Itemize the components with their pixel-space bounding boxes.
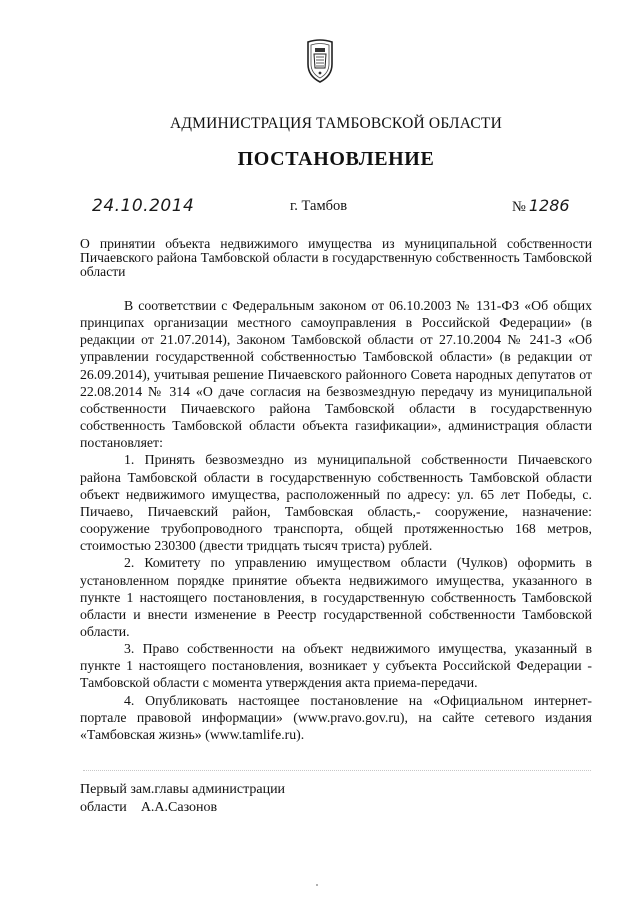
preamble-paragraph: В соответствии с Федеральным законом от 06.10.2003 № 131-ФЗ «Об общих принципах организации местного самоуправления в Российской Федерации» (в редакции от 21.07.2014), Законом Тамбовской области от 27.10.2004 № 241-З «Об управлении государственной собственностью Тамбовской области» (в редакции от 26.09.2014), учитывая решение Пичаевского районного Совета народных депутатов от 22.08.2014 № 314 «О даче согласия на безвозмездную передачу из муниципальной собственности Пичаевского района Тамбовской области в государственную собственность Тамбовской области объекта газификации», администрация области постановляет:: [80, 298, 592, 451]
document-body: [80, 297, 592, 743]
signatory-row: [80, 799, 285, 817]
signature-block: [80, 781, 285, 817]
organization-title: АДМИНИСТРАЦИЯ ТАМБОВСКОЙ ОБЛАСТИ: [170, 115, 502, 132]
signatory-name: А.А.Сазонов: [140, 800, 218, 815]
signatory-title: Первый зам.главы администрации: [80, 782, 286, 797]
document-type-heading: ПОСТАНОВЛЕНИЕ: [237, 148, 435, 170]
document-date: 24.10.2014: [92, 196, 195, 216]
scan-speck: [316, 884, 318, 886]
clause-paragraph: 3. Право собственности на объект недвижимого имущества, указанный в пункте 1 настоящего постановления, возникает у субъекта Российской Федерации - Тамбовской области с момента утверждения акта приема-передачи.: [80, 641, 592, 691]
number-value: 1286: [528, 196, 570, 215]
document-subject: О принятии объекта недвижимого имущества из муниципальной собственности Пичаевского района Тамбовской области в государственную собственность Тамбовской области: [80, 236, 592, 279]
document-city: г. Тамбов: [290, 198, 348, 214]
clause-paragraph: 2. Комитету по управлению имуществом области (Чулков) оформить в установленном порядке принятие объекта недвижимого имущества, указанного в пункте 1 настоящего постановления, в государственную собственность Тамбовской области и внести изменение в Реестр государственной собственности Тамбовской области.: [80, 555, 592, 639]
document-number: [512, 196, 570, 216]
scan-divider-line: [83, 770, 591, 771]
clause-paragraph: 4. Опубликовать настоящее постановление на «Официальном интернет-портале правовой информации» (www.pravo.gov.ru), на сайте сетевого издания «Тамбовская жизнь» (www.tamlife.ru).: [80, 692, 592, 742]
coat-of-arms-icon: [302, 38, 338, 84]
signatory-title-continued: области: [80, 800, 127, 815]
clause-paragraph: 1. Принять безвозмездно из муниципальной собственности Пичаевского района Тамбовской области в государственную собственность Тамбовской области объект недвижимого имущества, расположенный по адресу: ул. 65 лет Победы, с. Пичаево, Пичаевский район, Тамбовская область,- сооружение, назначение: сооружение трубопроводного транспорта, общей протяженностью 168 метров, стоимостью 230300 (двести тридцать тысяч триста) рублей.: [80, 452, 592, 554]
number-sign: №: [512, 199, 526, 215]
